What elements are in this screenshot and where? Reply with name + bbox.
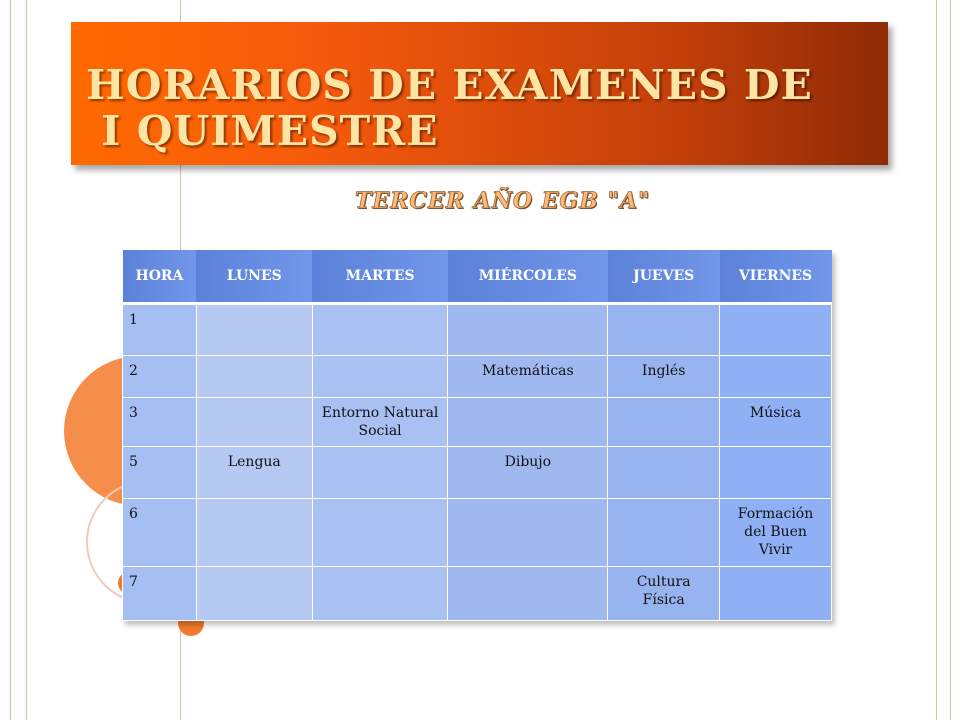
decor-stripe: [936, 0, 937, 720]
table-cell-hora: 2: [123, 356, 197, 398]
table-row: [123, 304, 832, 356]
column-header-miercoles: MIÉRCOLES: [448, 250, 608, 304]
table-cell: [196, 304, 312, 356]
table-cell: Matemáticas: [448, 356, 608, 398]
table-cell: Música: [720, 398, 832, 447]
table-row: [123, 447, 832, 499]
table-cell: [448, 398, 608, 447]
decor-stripe: [26, 0, 27, 720]
table-cell: [608, 304, 720, 356]
table-cell: [312, 567, 448, 621]
page-subtitle: TERCER AÑO EGB "A": [355, 188, 651, 214]
table-cell: [720, 356, 832, 398]
page-title: [86, 62, 846, 154]
table-cell: [196, 499, 312, 567]
table-cell: [196, 567, 312, 621]
title-line-1: HORARIOS DE EXAMENES DE: [86, 61, 813, 109]
exam-schedule-table: [122, 250, 832, 621]
table-cell: [720, 447, 832, 499]
decor-stripe: [10, 0, 11, 720]
table-cell: [608, 447, 720, 499]
table-header-row: [123, 250, 832, 304]
table-cell: [196, 356, 312, 398]
column-header-hora: HORA: [123, 250, 197, 304]
title-line-2: I QUIMESTRE: [86, 107, 439, 155]
table-row: [123, 567, 832, 621]
table-cell: [720, 304, 832, 356]
table-row: [123, 499, 832, 567]
table-cell: Cultura Física: [608, 567, 720, 621]
table-cell-hora: 1: [123, 304, 197, 356]
table-cell: [312, 447, 448, 499]
column-header-jueves: JUEVES: [608, 250, 720, 304]
table-row: [123, 356, 832, 398]
table-cell: [448, 304, 608, 356]
column-header-viernes: VIERNES: [720, 250, 832, 304]
table-cell-hora: 5: [123, 447, 197, 499]
table-cell: [448, 567, 608, 621]
table-cell: [608, 499, 720, 567]
table-cell-hora: 6: [123, 499, 197, 567]
table-cell: Lengua: [196, 447, 312, 499]
table-cell-hora: 3: [123, 398, 197, 447]
column-header-lunes: LUNES: [196, 250, 312, 304]
decor-stripe: [950, 0, 951, 720]
table-cell: [608, 398, 720, 447]
table-cell: Entorno Natural Social: [312, 398, 448, 447]
table-cell: Inglés: [608, 356, 720, 398]
table-cell: Dibujo: [448, 447, 608, 499]
table-row: [123, 398, 832, 447]
table-cell: [312, 499, 448, 567]
table-cell: [312, 304, 448, 356]
column-header-martes: MARTES: [312, 250, 448, 304]
table-cell: [312, 356, 448, 398]
table-cell: [448, 499, 608, 567]
table-cell: [720, 567, 832, 621]
table-cell: [196, 398, 312, 447]
table-cell-hora: 7: [123, 567, 197, 621]
table-cell: Formación del Buen Vivir: [720, 499, 832, 567]
